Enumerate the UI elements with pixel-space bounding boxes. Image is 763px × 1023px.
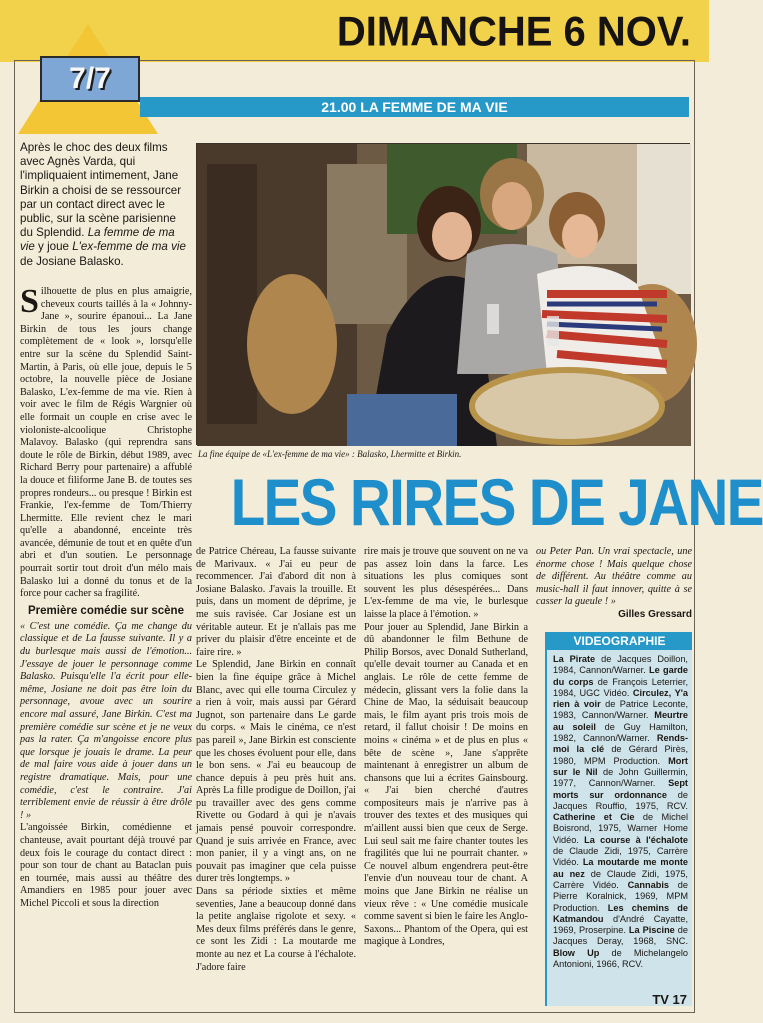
intro-title-b: L'ex-femme de ma vie	[72, 240, 186, 254]
video-entry-details: de Jacques Doillon, 1984, Cannon/Warner.	[553, 654, 688, 676]
column-2	[196, 546, 356, 974]
intro-paragraph	[20, 141, 192, 269]
video-entry-title: Cannabis	[627, 879, 669, 890]
video-entry-title: Rends-moi la clé	[553, 733, 688, 755]
video-entry-title: Meurtre au soleil	[553, 710, 688, 732]
cast-photo	[196, 143, 690, 445]
video-entry-details: de Patrice Leconte, 1983, Cannon/Warner.	[553, 699, 689, 721]
channel-logo-text: 7/7	[69, 62, 111, 95]
video-entry-title: Catherine et Cie	[553, 812, 635, 823]
page-number: TV 17	[652, 992, 687, 1007]
video-entry-details: de Claude Zidi, 1975, Carrère Vidéo.	[553, 846, 688, 868]
intro-title-a: La femme de ma vie	[20, 226, 175, 254]
videography-title: VIDEOGRAPHIE	[547, 632, 692, 650]
video-entry-title: Mort sur le Nil	[553, 755, 688, 777]
video-entry-details: de Claude Zidi, 1975, Carrère Vidéo.	[553, 868, 688, 890]
program-bar: 21.00 LA FEMME DE MA VIE	[140, 97, 689, 117]
col1-paragraph-2: « C'est une comédie. Ça me change du classique et de La fausse suivante. Il y a du burlesque mais aussi de l'émotion... J'essaye de jouer le personnage comme Balasko. Puisqu'elle l'a écrit pour elle-même, Josiane ne doit pas être loin du personnage, avoue avec un sourire encore mal assuré, Jane Birkin. C'est ma première comédie sur scène et je ne veux pas la rater. Ça m'angoisse encore plus que lorsque je jouais le drame. La peur de mal faire vous aide à jouer dans un registre dramatique. Mais, pour une comédie, c'est le contraire. J'ai terriblement envie de réussir à être drôle ! »	[20, 620, 192, 821]
video-entry-details: de Gérard Pirès, 1980, MPM Production.	[553, 744, 688, 766]
video-entry-title: Circulez, Y'a rien à voir	[553, 687, 688, 710]
col1-paragraph-1	[20, 283, 192, 601]
headline: LES RIRES DE JANE	[230, 465, 763, 539]
video-entry-details: de Michelangelo Antonioni, 1966, RCV.	[553, 947, 688, 970]
video-entry-details: de Pierre Koralnick, 1969, MPM Production.	[553, 879, 688, 913]
video-entry-title: Le garde du corps	[553, 665, 689, 687]
video-entry-title: Les chemins de Katmandou	[553, 902, 689, 924]
video-entry-details: de John Guillermin, 1977, Cannon/Warner.	[553, 766, 688, 789]
video-entry-details: de Guy Hamilton, 1982, Cannon/Warner.	[553, 721, 688, 744]
col3-paragraph-1: rire mais je trouve que souvent on ne va pas assez loin dans la farce. Les situations les plus comiques sont souvent les plus désespérées... Dans L'ex-femme de ma vie, le burlesque laisse la place à l'émotion. »	[364, 546, 528, 620]
column-1	[20, 283, 192, 911]
intro-text-c: de Josiane Balasko.	[20, 254, 124, 268]
photo-caption: La fine équipe de «L'ex-femme de ma vie» : Balasko, Lhermitte et Birkin.	[198, 449, 462, 459]
video-entry-details: de Michel Boisrond, 1975, Warner Home Vidéo.	[553, 812, 689, 845]
column-3	[364, 546, 528, 949]
video-entry-title: Sept morts sur ordonnance	[553, 778, 688, 800]
col2-paragraph-1: de Patrice Chéreau, La fausse suivante de Marivaux. « J'ai eu peur de recommencer. J'ai d'abord dit non à Josiane Balasko. J'avais la trouille. Et puis, dans un moment de déprime, je me suis ravisée. Car Josiane est un véritable auteur. Et je n'allais pas me priver du plaisir d'être enceinte et de faire rire. »	[196, 546, 356, 658]
video-entry-details: de Jacques Rouffio, 1975, RCV.	[553, 789, 688, 811]
intro-text-b: y joue	[34, 240, 73, 254]
videography-list	[547, 650, 692, 970]
subhead: Première comédie sur scène	[28, 604, 184, 617]
videography-box	[545, 632, 692, 1006]
drop-cap: S	[20, 283, 39, 320]
video-entry-title: La moutarde me monte au nez	[553, 857, 688, 879]
video-entry-title: La Piscine	[628, 925, 675, 936]
day-title: DIMANCHE 6 NOV.	[336, 8, 691, 56]
cast-photo-illustration	[197, 144, 691, 446]
column-4	[536, 546, 692, 622]
video-entry-title: La course à l'échalote	[584, 834, 688, 845]
channel-logo	[40, 56, 140, 102]
intro-text-a: Après le choc des deux films avec Agnès Varda, qui l'impliquaient intimement, Jane Birkin a choisi de se ressourcer par un contact direct avec le public, sur la scène parisienne du Splendid.	[20, 141, 182, 240]
video-entry-details: de Jacques Deray, 1968, SNC.	[553, 925, 688, 947]
col3-paragraph-2: Pour jouer au Splendid, Jane Birkin a dû abandonner le film Bethune de Philip Borsos, avec Donald Sutherland, qu'elle devait tourner au Canada et en anglais. Le rôle de cette femme de médecin, glissant vers la folie dans la Chine de Mao, la séduisait beaucoup mais, le film ayant pris trois mois de retard, il fallut choisir ! De moins en moins « cinéma » et de plus en plus « bête de scène », Jane s'apprête maintenant à enregistrer un album de chansons que lui a écrites Gainsbourg. « J'ai bien cherché d'autres compositeurs mais je n'arrive pas à trouver des textes et des musiques qui m'aillent aussi bien que ceux de Serge. Lui seul sait me faire chanter toutes les fragilités que lui ne pourrait chanter. » Ce nouvel album engendrera peut-être l'envie d'un nouveau tour de chant. A moins que Jane Birkin ne réalise un vieux rêve : « Une comédie musicale comme savent si bien le faire les Anglo-Saxons... Phantom of the Opera, qui est magique à Londres,	[364, 621, 528, 948]
author-signature: Gilles Gressard	[618, 608, 692, 620]
col2-paragraph-3: Dans sa période sixties et même seventies, Jane a beaucoup donné dans la petite anglaise rigolote et sexy. « Mes deux films préférés dans le genre, ce sont les Zidi : La moutarde me monte au nez et La course à l'échalote. J'adore faire	[196, 886, 356, 973]
video-entry-details: d'André Cayatte, 1969, Proserpine.	[553, 913, 688, 936]
col1-paragraph-3: L'angoissée Birkin, comédienne et chanteuse, avait pourtant déjà trouvé par deux fois le courage du contact direct : pour son tour de chant au Bataclan puis en tournée, mais aussi au théâtre des Amandiers en 1985 pour jouer avec Michel Piccoli et sous la direction	[20, 822, 192, 909]
col1-paragraph-1-text: ilhouette de plus en plus amaigrie, cheveux courts taillés à la « Johnny-Jane », sourire épanoui... La Jane Birkin de tous les jours change complètement de « look », lorsqu'elle entre sur la scène du Splendid Saint-Martin, à Paris, où elle joue, depuis le 5 octobre, la nouvelle pièce de Josiane Balasko, L'ex-femme de ma vie. Rien à voir avec le film de Régis Wargnier où elle formait un couple en crise avec le violoniste-alcoolique Christophe Malavoy. Balasko (qui reprendra sans doute le rôle de Birkin, début 1989, avec Richard Berry pour partenaire) a affublé la douce et filiforme Jane B. de toutes ses propres rondeurs... ou presque ! Birkin est Frankie, l'ex-femme de Tom/Thierry Lhermitte. Elle revient chez le mari qu'elle a abandonné, enceinte très avancée, démunie de tout et en quête d'un abri et d'un soutien. Le personnage pourrait sortir tout droit d'un mélo mais Balasko lui a donné du tonus et de la force pour cacher sa fragilité.	[20, 286, 192, 600]
col4-paragraph-1: ou Peter Pan. Un vrai spectacle, une énorme chose ! Mais quelque chose de différent. Au théâtre comme au music-hall il faut innover, quitte à se casser la gueule ! »	[536, 546, 692, 608]
col2-paragraph-2: Le Splendid, Jane Birkin en connaît bien la fine équipe grâce à Michel Blanc, avec qui elle tourna Circulez y a rien à voir, mais aussi par Gérard Jugnot, son partenaire dans Le garde du corps. « Mais le cinéma, ce n'est pas pareil », Jane Birkin est consciente que les choses évoluent pour elle, dans le bon sens. « J'ai eu beaucoup de chance depuis à peu près huit ans. Après La fille prodigue de Doillon, j'ai pu travailler avec des gens comme Rivette ou Godard à qui je n'avais jamais pensé pouvoir correspondre. Quand je suis arrivée en France, avec mon panier, il y a vingt ans, on ne pouvait pas imaginer que cela puisse durer très longtemps. »	[196, 659, 356, 885]
video-entry-details: de François Leterrier, 1984, UGC Vidéo.	[553, 676, 688, 698]
video-entry-title: La Pirate	[553, 654, 596, 664]
video-entry-title: Blow Up	[553, 947, 600, 958]
